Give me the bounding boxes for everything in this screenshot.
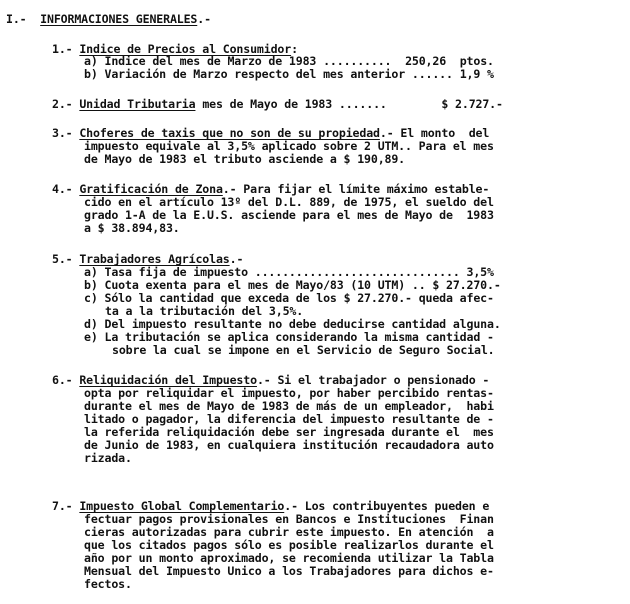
item-4-heading: 4.- Gratificación de Zona.- Para fijar el límite máximo estable-: [52, 182, 490, 196]
item-7-line-7: fectos.: [84, 577, 132, 591]
item-2-value: $ 2.727.-: [441, 97, 503, 111]
item-6-line-6: de Junio de 1983, en cualquiera institución recaudadora auto: [84, 438, 494, 452]
item-3-line-3: de Mayo de 1983 el tributo asciende a $ 190,89.: [84, 152, 406, 166]
item-3-heading: 3.- Choferes de taxis que no son de su propiedad.- El monto del: [52, 126, 490, 140]
section-heading: I.- INFORMACIONES GENERALES.-: [6, 12, 211, 26]
item-7-heading: 7.- Impuesto Global Complementario.- Los contribuyentes pueden e: [52, 499, 490, 513]
item-7-title: Impuesto Global Complementario: [79, 499, 285, 513]
item-1-a: a) Indice del mes de Marzo de 1983 .......... 250,26 ptos.: [84, 54, 494, 68]
item-7-number: 7.-: [52, 499, 73, 513]
item-6-line-5: la referida reliquidación debe ser ingresada durante el mes: [84, 425, 494, 439]
section-numeral: I.-: [6, 12, 27, 26]
item-5-e: e) La tributación se aplica considerando la misma cantidad -: [84, 330, 494, 344]
item-4-number: 4.-: [52, 182, 73, 196]
item-6-line-3: durante el mes de Mayo de 1983 de más de un empleador, habi: [84, 399, 494, 413]
item-1-number: 1.-: [52, 42, 73, 56]
item-6-line-2: opta por reliquidar el impuesto, por haber percibido rentas-: [84, 386, 494, 400]
item-6-line-4: litado o pagador, la diferencia del impuesto resultante de -: [84, 412, 494, 426]
item-2-title: Unidad Tributaria: [79, 97, 196, 111]
section-title: INFORMACIONES GENERALES: [40, 12, 198, 26]
item-3-number: 3.-: [52, 126, 73, 140]
item-1-b: b) Variación de Marzo respecto del mes anterior ...... 1,9 %: [84, 67, 494, 81]
item-4-title: Gratificación de Zona: [79, 182, 223, 196]
item-5-b: b) Cuota exenta para el mes de Mayo/83 (10 UTM) .. $ 27.270.-: [84, 278, 501, 292]
item-7-line-5: año por un monto aproximado, se recomienda utilizar la Tabla: [84, 551, 494, 565]
item-4-line-4: a $ 38.894,83.: [84, 221, 180, 235]
item-5-a: a) Tasa fija de impuesto .............................. 3,5%: [84, 265, 494, 279]
item-3-title: Choferes de taxis que no son de su propiedad: [79, 126, 380, 140]
item-1-title: Indice de Precios al Consumidor: [79, 42, 292, 56]
item-1-heading: 1.- Indice de Precios al Consumidor:: [52, 42, 298, 56]
item-7-line-2: fectuar pagos provisionales en Bancos e Instituciones Finan: [84, 512, 494, 526]
item-1-b-value: 1,9 %: [459, 67, 494, 81]
item-5-c-cont: ta a la tributación del 3,5%.: [105, 304, 304, 318]
item-5-e-cont: sobre la cual se impone en el Servicio de Seguro Social.: [112, 343, 495, 357]
item-7-line-4: que los citados pagos sólo es posible realizarlos durante el: [84, 538, 494, 552]
item-5-heading: 5.- Trabajadores Agrícolas.-: [52, 252, 244, 266]
item-6-line-7: rizada.: [84, 451, 132, 465]
item-5-d: d) Del impuesto resultante no debe deducirse cantidad alguna.: [84, 317, 501, 331]
item-2: 2.- Unidad Tributaria mes de Mayo de 1983 ....... $ 2.727.-: [52, 97, 503, 111]
item-5-c: c) Sólo la cantidad que exceda de los $ 27.270.- queda afec-: [84, 291, 494, 305]
item-2-number: 2.-: [52, 97, 73, 111]
item-1-a-value: 250,26: [405, 54, 447, 68]
item-6-heading: 6.- Reliquidación del Impuesto.- Si el trabajador o pensionado -: [52, 373, 490, 387]
item-5-title: Trabajadores Agrícolas: [79, 252, 230, 266]
item-4-line-2: cido en el artículo 13º del D.L. 889, de 1975, el sueldo del: [84, 195, 494, 209]
item-7-line-6: Mensual del Impuesto Unico a los Trabajadores para dichos e-: [84, 564, 494, 578]
item-7-line-3: cieras autorizadas para cubrir este impuesto. En atención a: [84, 525, 494, 539]
item-3-line-2: impuesto equivale al 3,5% aplicado sobre 2 UTM.. Para el mes: [84, 139, 494, 153]
item-6-number: 6.-: [52, 373, 73, 387]
item-6-title: Reliquidación del Impuesto: [79, 373, 257, 387]
item-5-number: 5.-: [52, 252, 73, 266]
item-4-line-3: grado 1-A de la E.U.S. asciende para el mes de Mayo de 1983: [84, 208, 494, 222]
